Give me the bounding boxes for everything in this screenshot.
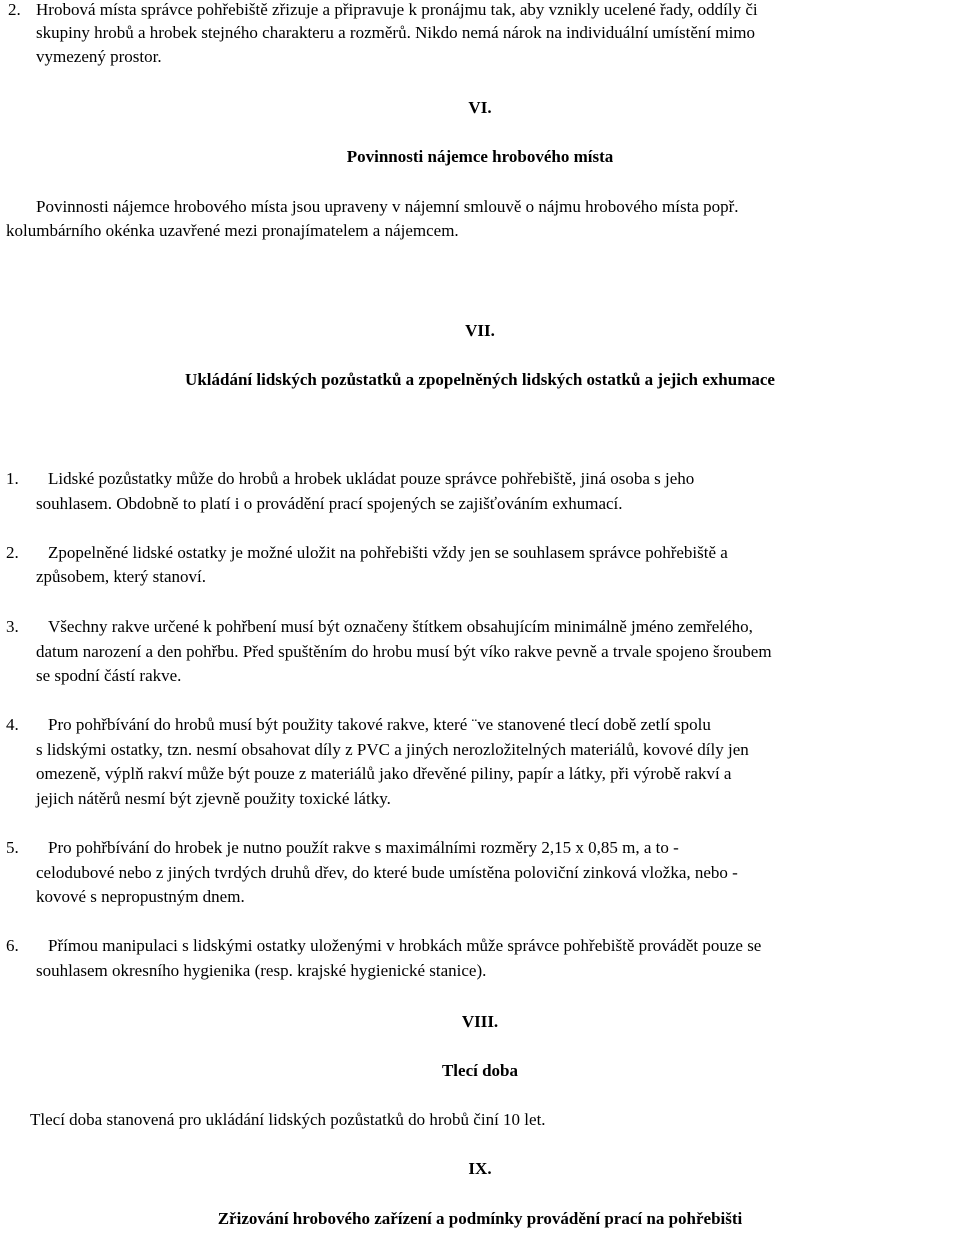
paragraph-line: způsobem, který stanoví.: [36, 567, 206, 586]
item-number: 4.: [6, 715, 19, 734]
section-title: Zřizování hrobového zařízení a podmínky provádění prací na pohřebišti: [217, 1209, 743, 1228]
item-number: 3.: [6, 617, 19, 636]
paragraph-line: Povinnosti nájemce hrobového místa jsou upraveny v nájemní smlouvě o nájmu hrobového místa popř.: [36, 197, 739, 216]
item-number: 6.: [6, 936, 19, 955]
paragraph-line: s lidskými ostatky, tzn. nesmí obsahovat díly z PVC a jiných nerozložitelných materiálů, kovové díly jen: [36, 740, 749, 759]
paragraph-line: celodubové nebo z jiných tvrdých druhů dřev, do které bude umístěna poloviční zinková vložka, nebo -: [36, 863, 738, 882]
paragraph-line: souhlasem okresního hygienika (resp. krajské hygienické stanice).: [36, 961, 487, 980]
paragraph-line: souhlasem. Obdobně to platí i o provádění prací spojených se zajišťováním exhumací.: [36, 494, 623, 513]
item-number: 1.: [6, 469, 19, 488]
section-numeral: VIII.: [461, 1012, 499, 1031]
paragraph-line: se spodní částí rakve.: [36, 666, 182, 685]
paragraph-line: Tlecí doba stanovená pro ukládání lidských pozůstatků do hrobů činí 10 let.: [30, 1110, 546, 1129]
item-number: 5.: [6, 838, 19, 857]
section-title: Ukládání lidských pozůstatků a zpopelněných lidských ostatků a jejich exhumace: [185, 370, 775, 389]
item-number: 2.: [6, 543, 19, 562]
paragraph-line: Zpopelněné lidské ostatky je možné uložit na pohřebišti vždy jen se souhlasem správce pohřebiště a: [48, 543, 728, 562]
paragraph-line: Všechny rakve určené k pohřbení musí být označeny štítkem obsahujícím minimálně jméno zemřelého,: [48, 617, 753, 636]
section-title: Povinnosti nájemce hrobového místa: [346, 147, 614, 166]
section-numeral: VII.: [465, 321, 495, 340]
paragraph-line: kolumbárního okénka uzavřené mezi pronajímatelem a nájemcem.: [6, 221, 459, 240]
paragraph-line: vymezený prostor.: [36, 47, 162, 66]
paragraph-line: skupiny hrobů a hrobek stejného charakteru a rozměrů. Nikdo nemá nárok na individuální umístění mimo: [36, 23, 756, 42]
paragraph-line: datum narození a den pohřbu. Před spuštěním do hrobu musí být víko rakve pevně a trvale spojeno šroubem: [36, 642, 772, 661]
section-numeral: VI.: [468, 98, 492, 117]
paragraph-line: kovové s nepropustným dnem.: [36, 887, 245, 906]
paragraph-line: Hrobová místa správce pohřebiště zřizuje a připravuje k pronájmu tak, aby vznikly ucelené řady, oddíly či: [36, 0, 758, 19]
section-title: Tlecí doba: [441, 1061, 519, 1080]
paragraph-line: omezeně, výplň rakví může být pouze z materiálů jako dřevěné piliny, papír a látky, při výrobě rakví a: [36, 764, 732, 783]
paragraph-line: Pro pohřbívání do hrobek je nutno použít rakve s maximálními rozměry 2,15 x 0,85 m, a to -: [48, 838, 679, 857]
paragraph-line: Pro pohřbívání do hrobů musí být použity takové rakve, které ¨ve stanovené tlecí době zetlí spolu: [48, 715, 711, 734]
paragraph-line: Přímou manipulaci s lidskými ostatky uloženými v hrobkách může správce pohřebiště provádět pouze se: [48, 936, 762, 955]
section-numeral: IX.: [468, 1159, 492, 1178]
paragraph-line: jejich nátěrů nesmí být zjevně použity toxické látky.: [36, 789, 391, 808]
item-number: 2.: [8, 0, 21, 19]
paragraph-line: Lidské pozůstatky může do hrobů a hrobek ukládat pouze správce pohřebiště, jiná osoba s jeho: [48, 469, 695, 488]
